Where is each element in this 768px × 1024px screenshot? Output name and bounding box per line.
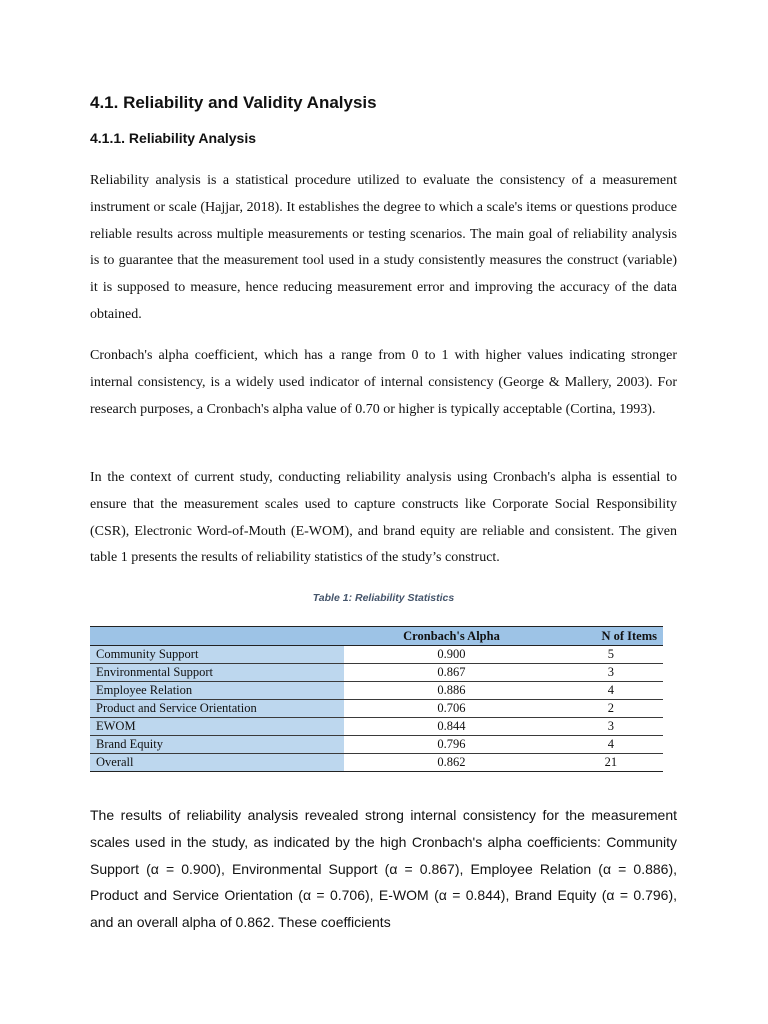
row-alpha: 0.796 [344,736,559,754]
paragraph-reliability-definition: Reliability analysis is a statistical procedure utilized to evaluate the consistency of a measurement instrument or scale (Hajjar, 2018). It establishes the degree to which a scale's items or questions produce reliable results across multiple measurements or testing scenarios. The main goal of reliability analysis is to guarantee that the measurement tool used in a study consistently measures the construct (variable) it is supposed to measure, hence reducing measurement error and improving the accuracy of the data obtained. [90,173,677,322]
row-label: Overall [90,754,344,772]
header-construct [90,627,344,646]
row-alpha: 0.862 [344,754,559,772]
row-label: Employee Relation [90,682,344,700]
row-alpha: 0.706 [344,700,559,718]
row-label: Community Support [90,646,344,664]
row-n-items: 5 [559,646,663,664]
row-n-items: 2 [559,700,663,718]
subsection-heading: 4.1.1. Reliability Analysis [90,130,257,146]
row-alpha: 0.867 [344,664,559,682]
header-n-of-items: N of Items [559,627,663,646]
table-row [90,646,663,664]
table-caption: Table 1: Reliability Statistics [312,592,455,604]
row-label: Environmental Support [90,664,344,682]
row-label: Product and Service Orientation [90,700,344,718]
paragraph-results: The results of reliability analysis revealed strong internal consistency for the measurement scales used in the study, as indicated by the high Cronbach's alpha coefficients: Community Support (α = 0.900), Environmental Support (α = 0.867), Employee Relation (α = 0.886), Product and Service Orientation (α = 0.706), E-WOM (α = 0.844), Brand Equity (α = 0.796), and an overall alpha of 0.862. These coefficients [90,807,677,931]
reliability-statistics-table [90,626,663,772]
row-n-items: 4 [559,682,663,700]
paragraph-study-context: In the context of current study, conducting reliability analysis using Cronbach's alpha is essential to ensure that the measurement scales used to capture constructs like Corporate Social Responsibility (CSR), Electronic Word-of-Mouth (E-WOM), and brand equity are reliable and consistent. The given table 1 presents the results of reliability statistics of the study’s construct. [90,470,677,566]
row-label: Brand Equity [90,736,344,754]
table-row [90,718,663,736]
table-header-row [90,627,663,646]
table-row [90,682,663,700]
row-label: EWOM [90,718,344,736]
row-alpha: 0.886 [344,682,559,700]
table-row [90,664,663,682]
row-n-items: 3 [559,718,663,736]
header-cronbach-alpha: Cronbach's Alpha [344,627,559,646]
row-n-items: 21 [559,754,663,772]
table-row [90,700,663,718]
row-n-items: 4 [559,736,663,754]
row-alpha: 0.900 [344,646,559,664]
table-row [90,754,663,772]
row-alpha: 0.844 [344,718,559,736]
table-row [90,736,663,754]
paragraph-cronbach-alpha: Cronbach's alpha coefficient, which has a range from 0 to 1 with higher values indicating stronger internal consistency, is a widely used indicator of internal consistency (George & Mallery, 2003). For research purposes, a Cronbach's alpha value of 0.70 or higher is typically acceptable (Cortina, 1993). [90,348,677,417]
section-heading: 4.1. Reliability and Validity Analysis [90,93,377,112]
row-n-items: 3 [559,664,663,682]
